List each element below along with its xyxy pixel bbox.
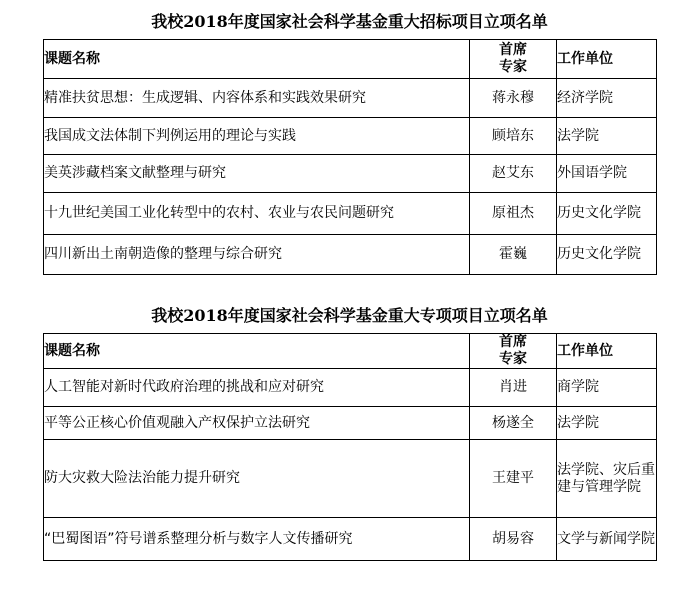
expert-cell: 蒋永穆 xyxy=(470,79,557,118)
project-table-major-tender xyxy=(43,39,657,275)
unit-cell: 历史文化学院 xyxy=(557,193,657,235)
expert-cell: 肖进 xyxy=(470,369,557,407)
expert-cell: 杨遂全 xyxy=(470,407,557,440)
header-topic: 课题名称 xyxy=(44,334,470,369)
expert-cell: 王建平 xyxy=(470,440,557,518)
unit-cell: 法学院 xyxy=(557,407,657,440)
table-header-row xyxy=(44,334,657,369)
topic-cell: 精准扶贫思想：生成逻辑、内容体系和实践效果研究 xyxy=(44,79,470,118)
header-topic: 课题名称 xyxy=(44,40,470,79)
unit-cell: 法学院、灾后重建与管理学院 xyxy=(557,440,657,518)
header-expert: 首席 专家 xyxy=(470,334,557,369)
table-row xyxy=(44,79,657,118)
header-expert: 首席 专家 xyxy=(470,40,557,79)
topic-cell: 四川新出土南朝造像的整理与综合研究 xyxy=(44,235,470,275)
header-unit: 工作单位 xyxy=(557,334,657,369)
expert-cell: 霍巍 xyxy=(470,235,557,275)
section-title-major-special: 我校2018年度国家社会科学基金重大专项项目立项名单 xyxy=(151,306,548,325)
unit-cell: 文学与新闻学院 xyxy=(557,518,657,561)
topic-cell: 十九世纪美国工业化转型中的农村、农业与农民问题研究 xyxy=(44,193,470,235)
header-unit: 工作单位 xyxy=(557,40,657,79)
expert-cell: 赵艾东 xyxy=(470,155,557,193)
expert-cell: 胡易容 xyxy=(470,518,557,561)
table-row xyxy=(44,518,657,561)
table-row xyxy=(44,193,657,235)
expert-cell: 顾培东 xyxy=(470,118,557,155)
unit-cell: 商学院 xyxy=(557,369,657,407)
unit-cell: 法学院 xyxy=(557,118,657,155)
unit-cell: 外国语学院 xyxy=(557,155,657,193)
table-row xyxy=(44,369,657,407)
topic-cell: 我国成文法体制下判例运用的理论与实践 xyxy=(44,118,470,155)
unit-cell: 历史文化学院 xyxy=(557,235,657,275)
topic-cell: 美英涉藏档案文献整理与研究 xyxy=(44,155,470,193)
section-title-major-tender: 我校2018年度国家社会科学基金重大招标项目立项名单 xyxy=(151,12,548,31)
topic-cell: 人工智能对新时代政府治理的挑战和应对研究 xyxy=(44,369,470,407)
table-row xyxy=(44,235,657,275)
table-row xyxy=(44,407,657,440)
topic-cell: 防大灾救大险法治能力提升研究 xyxy=(44,440,470,518)
unit-cell: 经济学院 xyxy=(557,79,657,118)
table-header-row xyxy=(44,40,657,79)
table-row xyxy=(44,155,657,193)
topic-cell: “巴蜀图语”符号谱系整理分析与数字人文传播研究 xyxy=(44,518,470,561)
table-row xyxy=(44,118,657,155)
table-row xyxy=(44,440,657,518)
project-table-major-special xyxy=(43,333,657,561)
topic-cell: 平等公正核心价值观融入产权保护立法研究 xyxy=(44,407,470,440)
expert-cell: 原祖杰 xyxy=(470,193,557,235)
